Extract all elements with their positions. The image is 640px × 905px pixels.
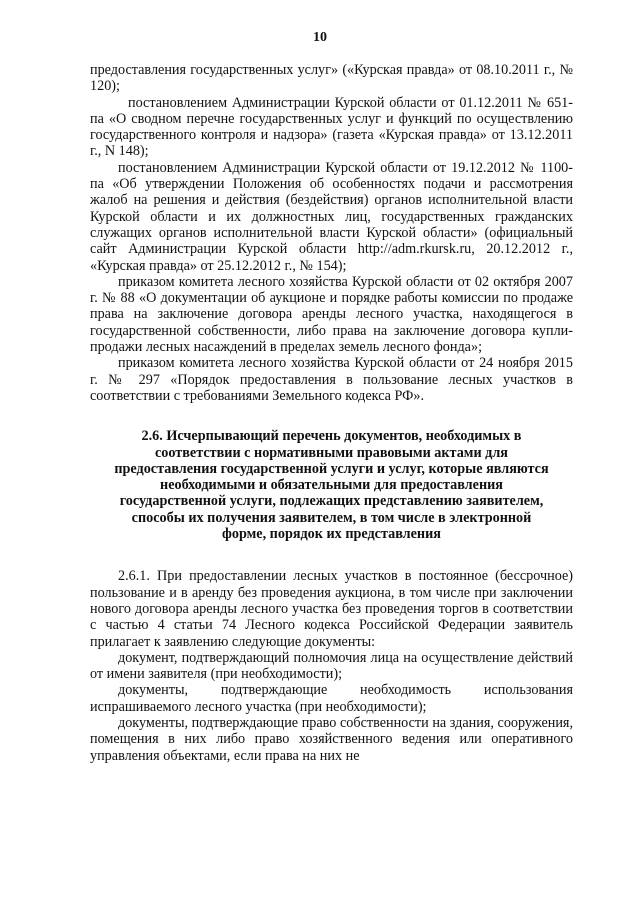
section-heading-2-6: 2.6. Исчерпывающий перечень документов, необходимых в соответствии с нормативными правовыми актами для предоставления государственной услуги и услуг, которые являются необходимыми и обязательными для предоставления государственной услуги, подлежащих представлению заявителем, способы их получения заявителем, в том числе в электронной форме, порядок их представления xyxy=(114,428,549,543)
paragraph-2-6-1: 2.6.1. При предоставлении лесных участков в постоянное (бессрочное) пользование и в аренду без проведения аукциона, в том числе при заключении нового договора аренды лесного участка без проведения торгов в соответствии с частью 4 статьи 74 Лесного кодекса Российской Федерации заявитель прилагает к заявлению следующие документы: xyxy=(90,568,573,650)
paragraph-order-297: приказом комитета лесного хозяйства Курской области от 24 ноября 2015 г. № 297 «Порядок предоставления в пользование лесных участков в соответствии с требованиями Земельного кодекса РФ». xyxy=(90,355,573,404)
paragraph-document-necessity: документы, подтверждающие необходимость использования испрашиваемого лесного участка (при необходимости); xyxy=(90,682,573,715)
paragraph-document-authority: документ, подтверждающий полномочия лица на осуществление действий от имени заявителя (при необходимости); xyxy=(90,649,573,683)
document-body xyxy=(90,62,573,764)
paragraph-decree-1100: постановлением Администрации Курской области от 19.12.2012 № 1100-па «Об утверждении Положения об особенностях подачи и рассмотрения жалоб на решения и действия (бездействия) органов исполнительной власти Курской области и их должностных лиц, государственных гражданских служащих органов исполнительной власти Курской области» (официальный сайт Администрации Курской области http://adm.rkursk.ru, 20.12.2012 г., «Курская правда» от 25.12.2012 г., № 154); xyxy=(90,159,573,274)
paragraph-document-ownership: документы, подтверждающие право собственности на здания, сооружения, помещения в них либо право хозяйственного ведения или оперативного управления объектами, если права на них не xyxy=(90,714,573,764)
page-number: 10 xyxy=(313,30,327,45)
paragraph-order-88: приказом комитета лесного хозяйства Курской области от 02 октября 2007 г. № 88 «О документации об аукционе и порядке работы комиссии по продаже права на заключение договора аренды лесного участка, находящегося в государственной собственности, либо права на заключение договора купли-продажи лесных насаждений в пределах земель лесного фонда»; xyxy=(90,273,573,356)
paragraph-decree-651: постановлением Администрации Курской области от 01.12.2011 № 651-па «О сводном перечне государственных услуг и функций по осуществлению государственного контроля и надзора» (газета «Курская правда» от 13.12.2011 г., N 148); xyxy=(90,94,573,160)
paragraph-continuation: предоставления государственных услуг» («Курская правда» от 08.10.2011 г., № 120); xyxy=(90,62,573,95)
